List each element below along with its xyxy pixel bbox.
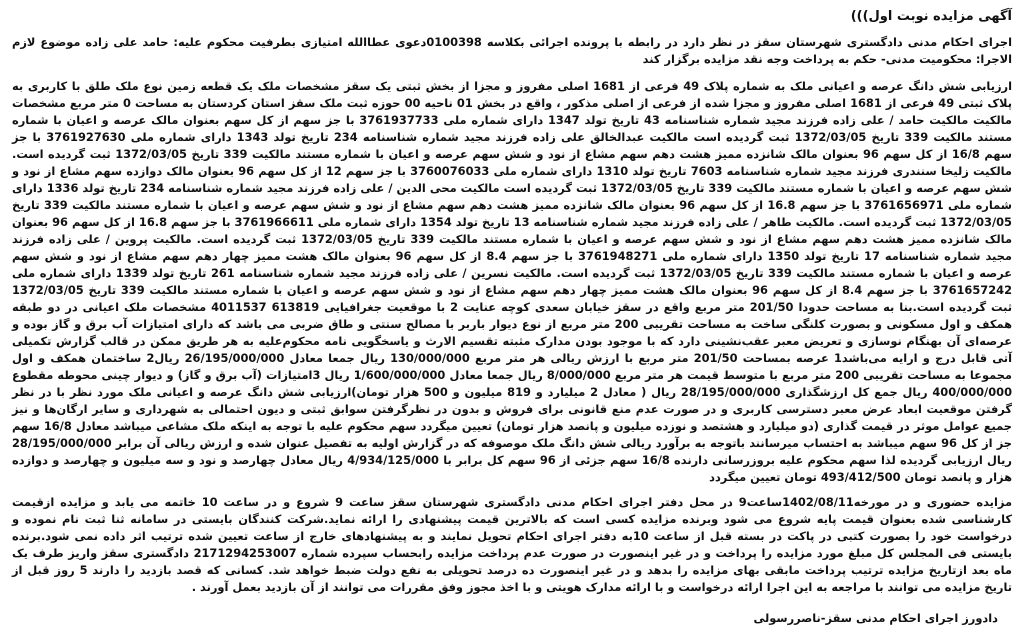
signature-line: دادورز اجرای احکام مدنی سقز-ناصررسولی [753,611,998,625]
property-description-paragraph: ارزیابی شش دانگ عرصه و اعیانی ملک به شماره پلاک 49 فرعی از 1681 اصلی مفروز و مجزا از بخش ثبتی یک سقز مشخصات ملک یک قطعه زمین نوع ملک طلق با کاربری به پلاک ثبتی 49 فرعی از 1681 اصلی مفروز و مجزا شده از فرعی از اصلی مذکور ، واقع در بخش 01 ناحیه 00 حوزه ثبت ملک سقز استان کردستان به مساحت 0 متر مربع مشخصات مالکیت مالکیت حامد / علی زاده فرزند مجید شماره شناسنامه 43 تاریخ تولد 1347 دارای شماره ملی 3761937733 با جز سهم از کل سهم بعنوان مالک عرصه و اعیان با شماره مستند مالکیت 339 تاریخ 1372/03/05 ثبت گردیده است مالکیت عبدالخالق علی زاده فرزند مجید شماره شناسنامه 234 تاریخ تولد 1343 دارای شماره ملی 3761927630 با جز سهم 16/8 از کل سهم 96 بعنوان مالک شانزده ممیز هشت دهم سهم مشاع از نود و شش سهم عرصه و اعیان با شماره مستند مالکیت 339 تاریخ 1372/03/05 ثبت گردیده است. مالکیت زلیخا سنندری فرزند مجید شماره شناسنامه 7603 تاریخ تولد 1310 دارای شماره ملی 3760076033 با جز سهم 12 از کل سهم 96 بعنوان مالک دوازده سهم مشاع از نود و شش سهم عرصه و اعیان با شماره مستند مالکیت 339 تاریخ 1372/03/05 ثبت گردیده است مالکیت محی الدین / علی زاده فرزند مجید شماره شناسنامه 234 تاریخ تولد 1336 دارای شماره ملی 3761656971 با جز سهم 16.8 از کل سهم 96 بعنوان مالک شانزده ممیز هشت دهم سهم مشاع از نود و شش سهم عرصه و اعیان با شماره مستند مالکیت 339 تاریخ 1372/03/05 ثبت گردیده است. مالکیت طاهر / علی زاده فرزند مجید شماره شناسنامه 13 تاریخ تولد 1354 دارای شماره ملی 3761966611 با جز سهم 16.8 از کل سهم 96 بعنوان مالک شانزده ممیز هشت دهم سهم مشاع از نود و شش سهم عرصه و اعیان با شماره مستند مالکیت 339 تاریخ 1372/03/05 ثبت گردیده است. مالکیت پروین / علی زاده فرزند مجید شماره شناسنامه 17 تاریخ تولد 1350 دارای شماره ملی 3761948271 با جز سهم 8.4 از کل سهم 96 بعنوان مالک هشت ممیز چهار دهم سهم مشاع از نود و شش سهم عرصه و اعیان با شماره مستند مالکیت 339 تاریخ 1372/03/05 ثبت گردیده است. مالکیت نسرین / علی زاده فرزند مجید شماره شناسنامه 261 تاریخ تولد 1339 دارای شماره ملی 3761657242 با جز سهم 8.4 از کل سهم 96 بعنوان مالک هشت ممیز چهار دهم سهم مشاع از نود و شش سهم عرصه و اعیان با شماره مستند مالکیت 339 تاریخ 1372/03/05 ثبت گردیده است.بنا به مساحت حدودا 201/50 متر مربع واقع در سقز خیابان سعدی کوچه عنایت 2 با موقعیت جغرافیایی 613819 4011537 مشخصات ملک اعیانی در دو طبقه همکف و اول مسکونی و بصورت کلنگی ساخت به مساحت تقریبی 200 متر مربع از نوع دیوار باربر با مصالح سنتی و طاق ضربی می باشد که دارای امتیازات آب برق و گاز بوده و عرصه‌ای آن بهنگام نوسازی و تعریض معبر عقب‌نشینی دارد که با موجود بودن مدارک مثبته تقسیم الارث و یاسخگویی نامه محکوم‌علیه به هر طریق ممکن در قالب گزارش تکمیلی آتی قابل درج و ارایه می‌باشد1 عرصه بمساحت 201/50 متر مربع با ارزش ریالی هر متر مربع 130/000/000 ریال جمعا معادل 26/195/000/000 ریال2 ساختمان همکف و اول مجموعا به مساحت تقریبی 200 متر مربع با متوسط قیمت هر متر مربع 8/000/000 ریال جمعا معادل 1/600/000/000 ریال 3امتیازات (آب برق و گاز) و دیوار چینی محوطه مقطوع 400/000/000 ریال جمع کل ارزشگذاری 28/195/000/000 ریال ( معادل 2 میلیارد و 819 میلیون و 500 هزار تومان)ارزیابی شش دانگ عرصه و اعیانی ملک مورد نظر با در نظر گرفتن موقعیت ابعاد عرض معبر دسترسی کاربری و در صورت عدم منع قانونی برای فروش و بدون در نظرگرفتن سوابق ثبتی و دیون احتمالی به شهرداری و سایر ارگان‌ها و نیز جمیع عوامل موثر در قیمت گذاری (دو میلیارد و هشتصد و نوزده میلیون و پانصد هزار تومان) تعیین میگردد سهم محکوم علیه با توجه به اینکه ملک مشاعی میباشد معادل 16/8 سهم جز از کل 96 سهم میباشد به احتساب میرسانند باتوجه به برآورد ریالی شش دانگ ملک موصوفه که در گزارش اولیه به تفصیل عنوان شده و ارزش ریالی آن برابر 28/195/000/000 ریال ارزیابی گردیده لذا سهم محکوم علیه بروزرسانی دارنده 16/8 سهم جزئی از 96 سهم کل برابر با 4/934/125/000 ریال معادل چهارصد و نود و سه میلیون و چهارصد و دوازده هزار و پانصد تومان 493/412/500 تومان تعیین میگردد [12,79,1013,484]
notice-intro-paragraph: اجرای احکام مدنی دادگستری شهرستان سقز در نظر دارد در رابطه با پرونده اجرائی بکلاسه 0100398دعوی عطاالله امتیازی بطرفیت محکوم علیه: حامد علی زاده موضوع لازم الاجرا: محکومیت مدنی- حکم به پرداخت وجه نقد مزایده برگزار کند [12,35,1012,66]
auction-terms-paragraph: مزایده حضوری و در مورخه1402/08/11ساعت9 در محل دفتر اجرای احکام مدنی دادگستری شهرستان سقز ساعت 9 شروع و در ساعت 10 خاتمه می یابد و مزایده ازقیمت کارشناسی شده بعنوان قیمت پایه شروع می شود وبرنده مزایده کسی است که بالاترین قیمت پیشنهادی را ارائه نماید.شرکت کنندگان بایستی در سامانه ثنا ثبت نام نموده و درخواست خود را بصورت کتبی در پاکت در بسته قبل از ساعت 10به دفتر اجرای احکام تحویل نمایند و به پیشنهادهای خارج از ساعت تعیین شده ترتیب اثر داده نمی شود.برنده بایستی فی المجلس کل مبلغ مورد مزایده را پرداخت و در غیر اینصورت در صورت عدم پرداخت مزایده رابحساب سپرده شماره 2171294253007 دادگستری سقز واریز طرف یک ماه بعد ازتاریخ مزایده ترتیب پرداخت مابقی بهای مزایده را بدهد و در غیر اینصورت ده درصد تحویلی به نفع دولت ضبط خواهد شد. کسانی که قصد بازدید را دارند 5 روز قبل از تاریخ مزایده می توانند با مراجعه به این اجرا ارائه درخواست و با ارائه مدارک هویتی و با اخذ مجوز وفق مقررات می توانند از آن بازدید بعمل آورند . [12,495,1012,594]
notice-title: آگهی مزایده نوبت اول))) [850,9,1012,24]
